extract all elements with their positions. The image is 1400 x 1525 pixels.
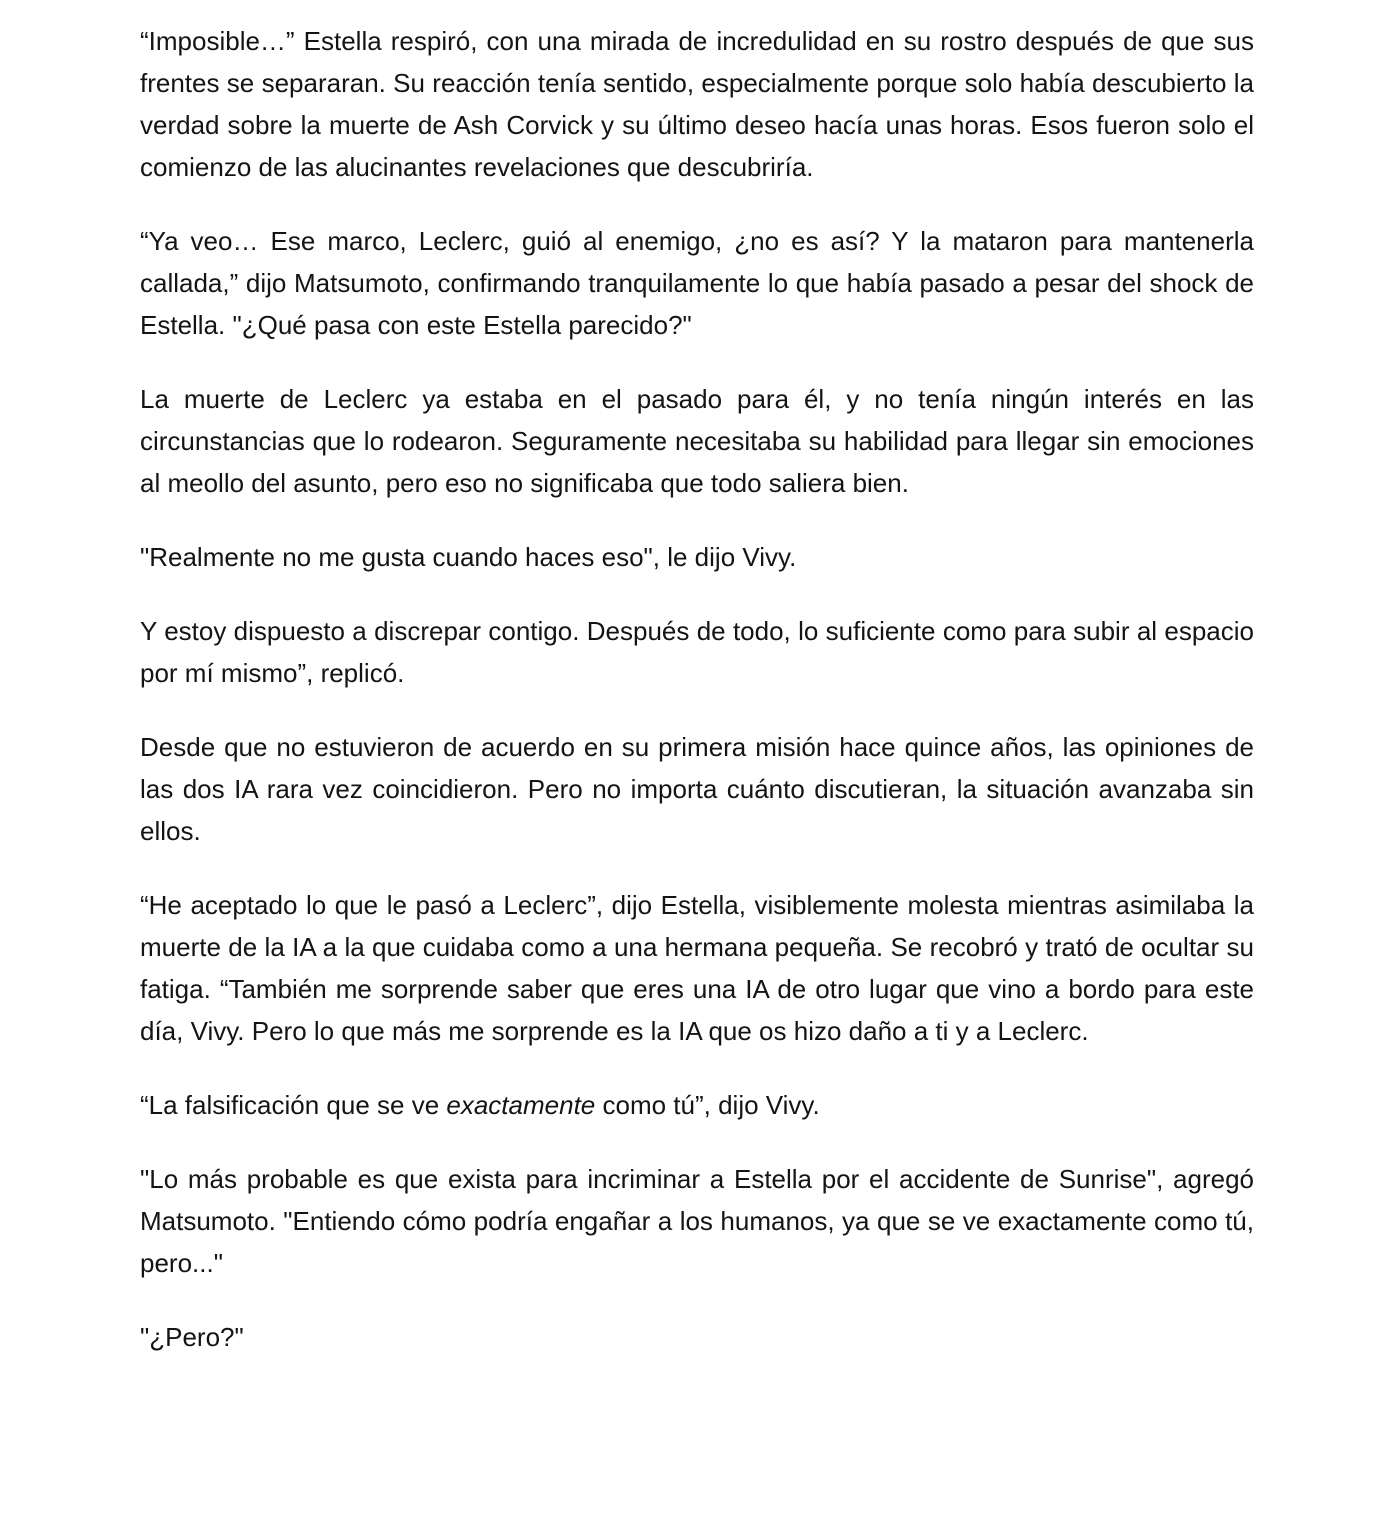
paragraph-imposible: “Imposible…” Estella respiró, con una mirada de incredulidad en su rostro después de que sus frentes se separaran. Su reacción tenía sentido, especialmente porque solo había descubierto la verdad sobre la muerte de Ash Corvick y su último deseo hacía unas horas. Esos fueron solo el comienzo de las alucinantes revelaciones que descubriría. xyxy=(140,26,1254,182)
paragraph-ya-veo: “Ya veo… Ese marco, Leclerc, guió al enemigo, ¿no es así? Y la mataron para mantenerla callada,” dijo Matsumoto, confirmando tranquilamente lo que había pasado a pesar del shock de Estella. "¿Qué pasa con este Estella parecido?" xyxy=(140,226,1254,340)
paragraph-realmente: "Realmente no me gusta cuando haces eso", le dijo Vivy. xyxy=(140,542,797,572)
document-page xyxy=(140,20,1254,1358)
falsificacion-text-before: “La falsificación que se ve xyxy=(140,1090,447,1120)
paragraph-falsificacion xyxy=(140,1084,1254,1126)
paragraph-muerte-leclerc: La muerte de Leclerc ya estaba en el pasado para él, y no tenía ningún interés en las circunstancias que lo rodearon. Seguramente necesitaba su habilidad para llegar sin emociones al meollo del asunto, pero eso no significaba que todo saliera bien. xyxy=(140,384,1254,498)
paragraph-lo-mas-probable: "Lo más probable es que exista para incriminar a Estella por el accidente de Sunrise", agregó Matsumoto. "Entiendo cómo podría engañar a los humanos, ya que se ve exactamente como tú, pero..." xyxy=(140,1164,1254,1278)
falsificacion-text-after: como tú”, dijo Vivy. xyxy=(595,1090,820,1120)
paragraph-he-aceptado: “He aceptado lo que le pasó a Leclerc”, dijo Estella, visiblemente molesta mientras asimilaba la muerte de la IA a la que cuidaba como a una hermana pequeña. Se recobró y trató de ocultar su fatiga. “También me sorprende saber que eres una IA de otro lugar que vino a bordo para este día, Vivy. Pero lo que más me sorprende es la IA que os hizo daño a ti y a Leclerc. xyxy=(140,890,1254,1046)
paragraph-desde-que: Desde que no estuvieron de acuerdo en su primera misión hace quince años, las opiniones de las dos IA rara vez coincidieron. Pero no importa cuánto discutieran, la situación avanzaba sin ellos. xyxy=(140,732,1254,846)
paragraph-pero: "¿Pero?" xyxy=(140,1322,244,1352)
paragraph-dispuesto: Y estoy dispuesto a discrepar contigo. Después de todo, lo suficiente como para subir al espacio por mí mismo”, replicó. xyxy=(140,616,1254,688)
falsificacion-emphasis: exactamente xyxy=(446,1090,596,1120)
